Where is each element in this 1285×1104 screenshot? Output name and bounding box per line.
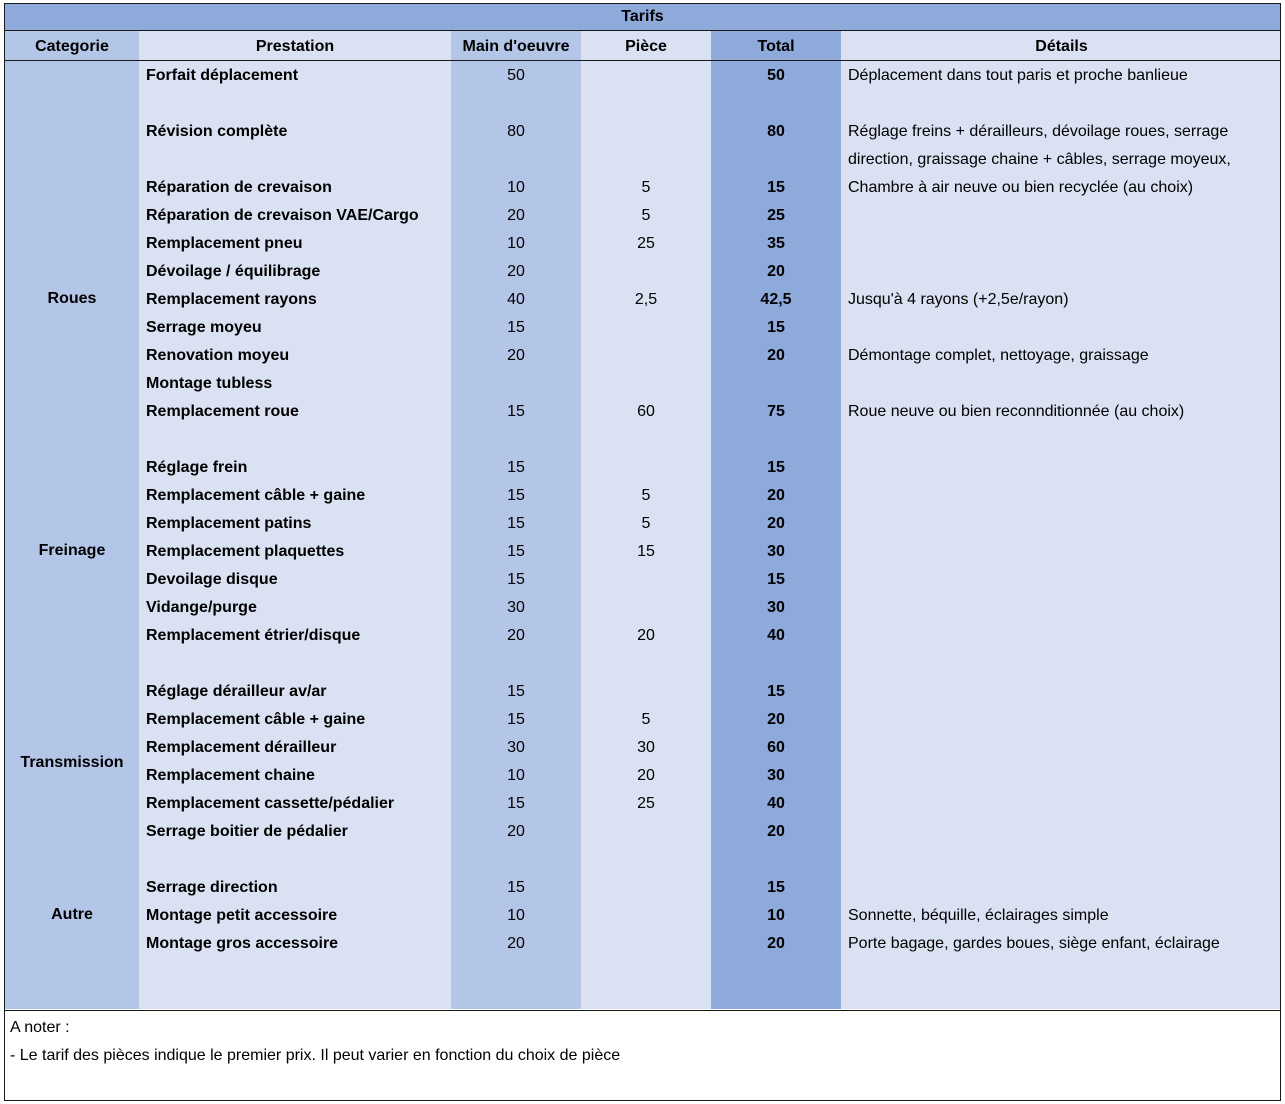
table-row [5,117,1280,145]
total-cell: 80 [767,123,785,140]
piece-cell: 20 [637,627,655,644]
piece-cell: 5 [641,179,651,196]
prestation-cell: Montage tubless [146,375,273,392]
table-row [5,677,1280,705]
total-cell: 30 [767,599,785,616]
prestation-cell: Révision complète [146,123,288,140]
piece-cell: 30 [637,739,655,756]
total-cell: 30 [767,543,785,560]
piece-cell: 5 [641,515,651,532]
prestation-cell: Remplacement câble + gaine [146,711,366,728]
prestation-cell: Remplacement chaine [146,767,315,784]
category-freinage: Freinage [38,542,106,559]
details-cell: Jusqu'à 4 rayons (+2,5e/rayon) [848,291,1069,308]
prestation-cell: Vidange/purge [146,599,257,616]
table-row [5,761,1280,789]
total-cell: 15 [767,683,785,700]
table-row [5,873,1280,901]
category-transmission: Transmission [20,754,124,771]
main-oeuvre-cell: 30 [507,739,525,756]
prestation-cell: Serrage moyeu [146,319,262,336]
details-cell: Démontage complet, nettoyage, graissage [848,347,1149,364]
main-oeuvre-cell: 15 [507,571,525,588]
total-cell: 15 [767,179,785,196]
prestation-cell: Réglage dérailleur av/ar [146,683,327,700]
price-sheet [4,3,1281,1101]
table-row [5,565,1280,593]
prestation-cell: Remplacement patins [146,515,312,532]
total-cell: 20 [767,935,785,952]
prestation-cell: Serrage direction [146,879,278,896]
table-row [5,593,1280,621]
notes-box [5,1010,1280,1101]
total-cell: 50 [767,67,785,84]
main-oeuvre-cell: 15 [507,515,525,532]
header-row [5,31,1280,61]
total-cell: 15 [767,459,785,476]
table-row [5,397,1280,425]
table-row [5,425,1280,453]
total-cell: 30 [767,767,785,784]
piece-cell: 5 [641,207,651,224]
main-oeuvre-cell: 50 [507,67,525,84]
table-row [5,789,1280,817]
total-cell: 15 [767,571,785,588]
main-oeuvre-cell: 80 [507,123,525,140]
main-oeuvre-cell: 20 [507,347,525,364]
table-row [5,313,1280,341]
main-oeuvre-cell: 15 [507,543,525,560]
table-row [5,369,1280,397]
header-total: Total [711,31,841,60]
header-categorie: Categorie [5,31,139,60]
main-oeuvre-cell: 40 [507,291,525,308]
prestation-cell: Remplacement étrier/disque [146,627,361,644]
table-row [5,537,1280,565]
table-row [5,201,1280,229]
prestation-cell: Remplacement cassette/pédalier [146,795,395,812]
header-details: Détails [841,31,1281,60]
prestation-cell: Remplacement câble + gaine [146,487,366,504]
main-oeuvre-cell: 20 [507,627,525,644]
main-oeuvre-cell: 15 [507,879,525,896]
main-oeuvre-cell: 30 [507,599,525,616]
main-oeuvre-cell: 20 [507,263,525,280]
prestation-cell: Serrage boitier de pédalier [146,823,348,840]
table-row [5,145,1280,173]
header-prestation: Prestation [139,31,451,60]
prestation-cell: Renovation moyeu [146,347,290,364]
main-oeuvre-cell: 15 [507,487,525,504]
total-cell: 40 [767,795,785,812]
main-oeuvre-cell: 15 [507,459,525,476]
piece-cell: 5 [641,711,651,728]
table-row [5,929,1280,957]
header-main-oeuvre: Main d'oeuvre [451,31,581,60]
total-cell: 60 [767,739,785,756]
total-cell: 40 [767,627,785,644]
main-oeuvre-cell: 15 [507,683,525,700]
table-title: Tarifs [5,4,1280,31]
main-oeuvre-cell: 15 [507,795,525,812]
total-cell: 20 [767,515,785,532]
total-cell: 10 [767,907,785,924]
table-body [5,61,1280,957]
main-oeuvre-cell: 20 [507,823,525,840]
main-oeuvre-cell: 20 [507,207,525,224]
piece-cell: 25 [637,235,655,252]
piece-cell: 15 [637,543,655,560]
main-oeuvre-cell: 15 [507,319,525,336]
main-oeuvre-cell: 15 [507,711,525,728]
main-oeuvre-cell: 10 [507,235,525,252]
details-cell: Déplacement dans tout paris et proche banlieue [848,67,1188,84]
table-row [5,89,1280,117]
main-oeuvre-cell: 20 [507,935,525,952]
notes-title: A noter : [10,1019,70,1036]
prestation-cell: Remplacement roue [146,403,299,420]
table-row [5,229,1280,257]
total-cell: 20 [767,487,785,504]
header-piece: Pièce [581,31,711,60]
total-cell: 35 [767,235,785,252]
piece-cell: 20 [637,767,655,784]
details-cell: Roue neuve ou bien reconnditionnée (au choix) [848,403,1185,420]
details-cell: direction, graissage chaine + câbles, serrage moyeux, [848,151,1231,168]
table-row [5,481,1280,509]
main-oeuvre-cell: 10 [507,767,525,784]
prestation-cell: Réglage frein [146,459,248,476]
details-cell: Réglage freins + dérailleurs, dévoilage roues, serrage [848,123,1229,140]
total-cell: 20 [767,263,785,280]
details-cell: Chambre à air neuve ou bien recyclée (au choix) [848,179,1194,196]
piece-cell: 5 [641,487,651,504]
prestation-cell: Montage petit accessoire [146,907,338,924]
table-row [5,285,1280,313]
table-row [5,649,1280,677]
table-row [5,621,1280,649]
table-row [5,733,1280,761]
total-cell: 20 [767,347,785,364]
table-row [5,845,1280,873]
total-cell: 15 [767,879,785,896]
total-cell: 20 [767,711,785,728]
prestation-cell: Devoilage disque [146,571,278,588]
table-row [5,901,1280,929]
main-oeuvre-cell: 10 [507,179,525,196]
prestation-cell: Montage gros accessoire [146,935,339,952]
piece-cell: 25 [637,795,655,812]
table-row [5,817,1280,845]
category-autre: Autre [51,906,93,923]
notes-line: - Le tarif des pièces indique le premier prix. Il peut varier en fonction du choix de pièce [10,1047,621,1064]
total-cell: 25 [767,207,785,224]
piece-cell: 60 [637,403,655,420]
table-row [5,453,1280,481]
total-cell: 20 [767,823,785,840]
table-row [5,509,1280,537]
prestation-cell: Remplacement dérailleur [146,739,337,756]
prestation-cell: Dévoilage / équilibrage [146,263,321,280]
table-row [5,61,1280,89]
prestation-cell: Forfait déplacement [146,67,299,84]
prestation-cell: Remplacement pneu [146,235,303,252]
table-row [5,341,1280,369]
main-oeuvre-cell: 15 [507,403,525,420]
total-cell: 15 [767,319,785,336]
details-cell: Sonnette, béquille, éclairages simple [848,907,1109,924]
prestation-cell: Réparation de crevaison [146,179,332,196]
table-row [5,257,1280,285]
category-roues: Roues [47,290,97,307]
total-cell: 42,5 [760,291,792,308]
prestation-cell: Remplacement rayons [146,291,317,308]
piece-cell: 2,5 [634,291,658,308]
prestation-cell: Remplacement plaquettes [146,543,345,560]
table-row [5,173,1280,201]
details-cell: Porte bagage, gardes boues, siège enfant, éclairage [848,935,1220,952]
total-cell: 75 [767,403,785,420]
prestation-cell: Réparation de crevaison VAE/Cargo [146,207,419,224]
table-row [5,705,1280,733]
main-oeuvre-cell: 10 [507,907,525,924]
